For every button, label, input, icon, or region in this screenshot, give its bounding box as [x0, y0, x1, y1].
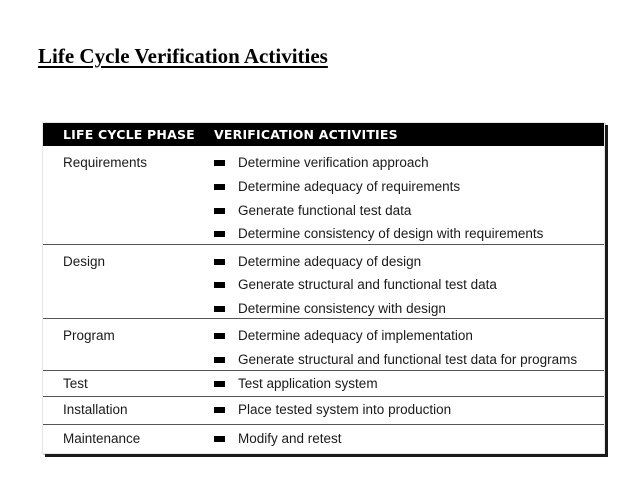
bullet-icon	[214, 184, 225, 190]
table-row: Maintenance Modify and retest	[63, 431, 342, 446]
bullet-icon	[214, 208, 225, 214]
table-row: Requirements Determine verification approach Determine adequacy of requirements Generate functional test data Determine consistency of design with requirements	[43, 146, 604, 245]
phase-label: Requirements	[63, 155, 148, 170]
bullet-icon	[214, 436, 225, 442]
bullet-icon	[214, 333, 225, 339]
table-header	[43, 123, 604, 146]
table-row: Test Test application system	[43, 371, 604, 397]
bullet-icon	[214, 282, 225, 288]
bullet-icon	[214, 160, 225, 166]
phase-label: Design	[63, 254, 106, 269]
phase-label: Program	[63, 328, 115, 343]
table-row: Design Determine adequacy of design Generate structural and functional test data Determine consistency with design	[43, 245, 604, 319]
bullet-icon	[214, 259, 225, 265]
page-title: Life Cycle Verification Activities	[38, 44, 328, 68]
bullet-icon	[214, 407, 225, 413]
bullet-icon	[214, 381, 225, 387]
bullet-icon	[214, 357, 225, 363]
phase-label: Maintenance	[63, 431, 141, 446]
phase-label: Test	[63, 376, 88, 391]
table-row: Installation Place tested system into production	[43, 397, 604, 425]
bullet-icon	[214, 231, 225, 237]
header-activities: VERIFICATION ACTIVITIES	[214, 127, 398, 142]
verification-table	[42, 122, 605, 454]
header-phase: LIFE CYCLE PHASE	[63, 127, 195, 142]
table-row: Program Determine adequacy of implementation Generate structural and functional test data for programs	[43, 319, 604, 371]
bullet-icon	[214, 306, 225, 312]
phase-label: Installation	[63, 402, 128, 417]
